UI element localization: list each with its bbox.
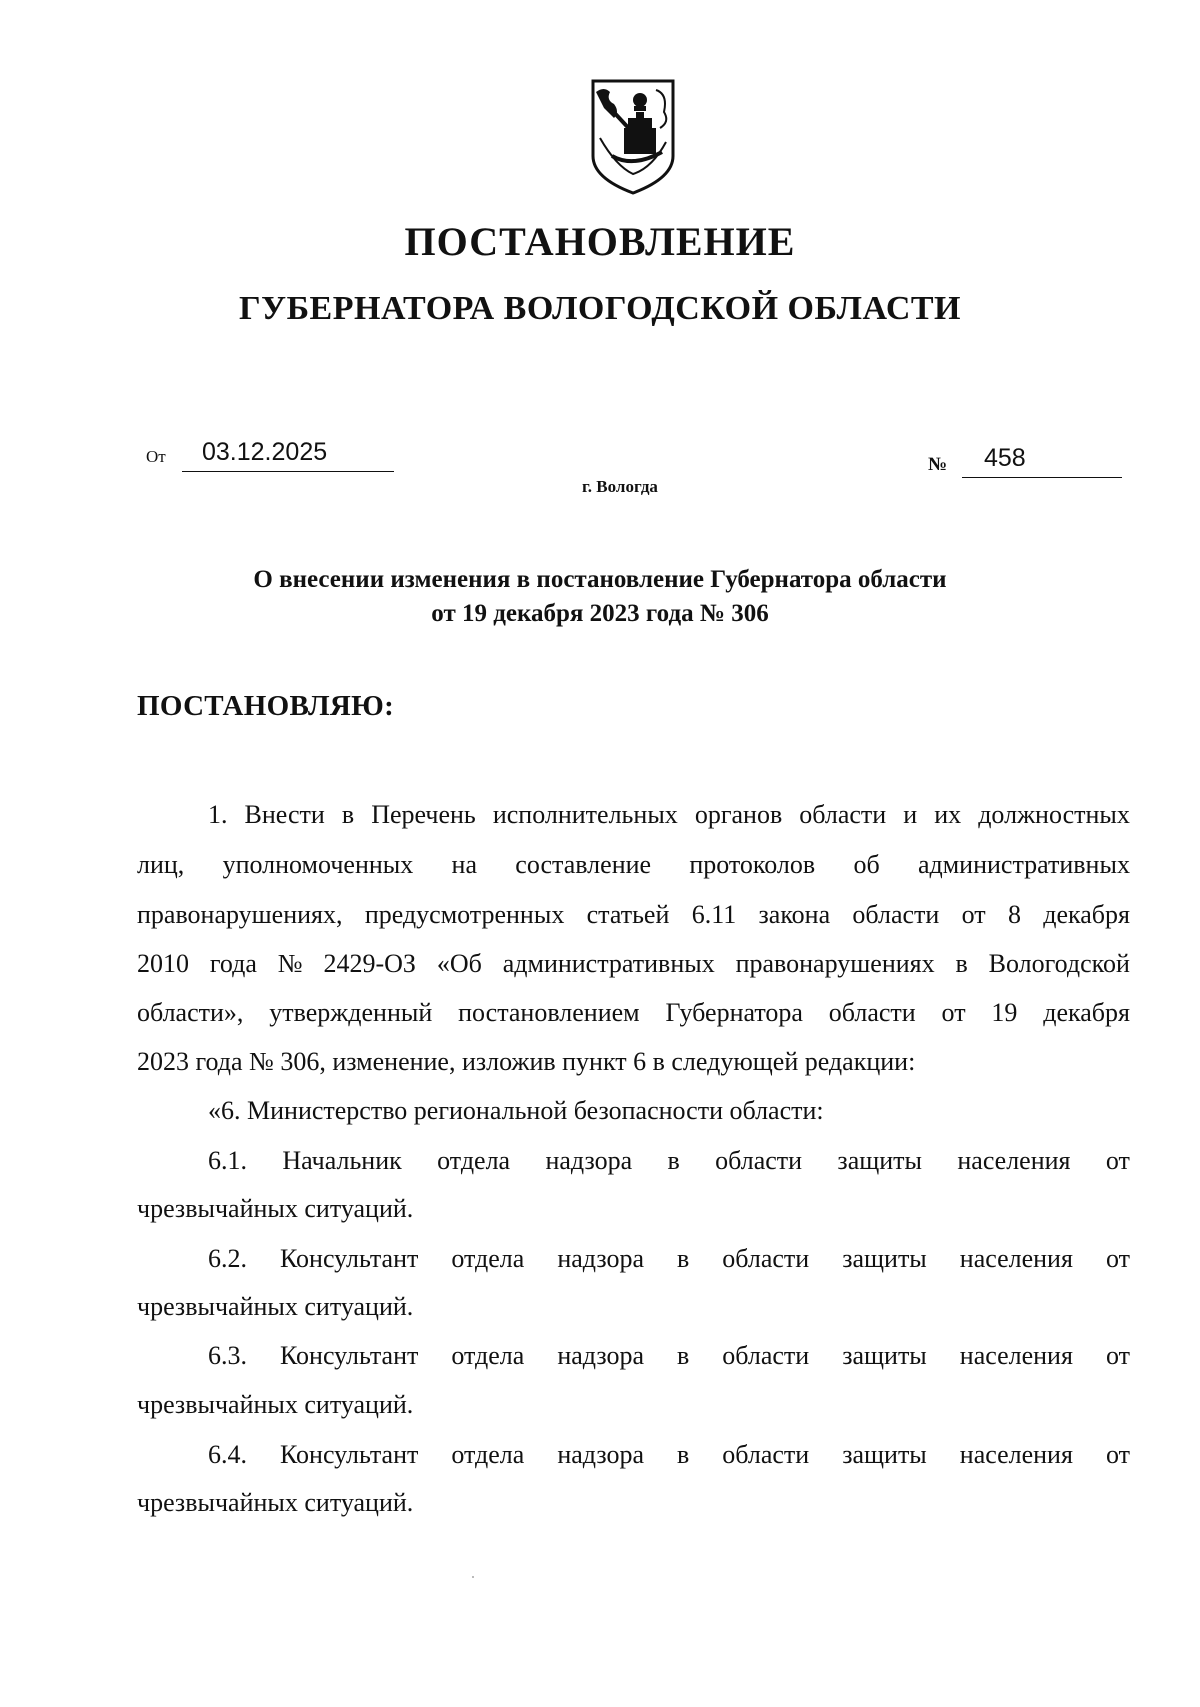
word: в (677, 1244, 690, 1273)
document-title: ПОСТАНОВЛЕНИЕ (404, 219, 796, 264)
item-6-2-line-1 (208, 1244, 1130, 1274)
decree-heading: ПОСТАНОВЛЯЮ: (137, 690, 395, 722)
word: 6.4. (208, 1440, 247, 1469)
item-6-1-line-1 (208, 1146, 1130, 1176)
word: протоколов (689, 850, 816, 879)
word: № (277, 949, 303, 978)
item-6-2-line-2: чрезвычайных ситуаций. (137, 1292, 414, 1321)
word: Перечень (371, 800, 476, 829)
number-prefix: № (928, 454, 948, 475)
word: органов (694, 800, 783, 829)
word: защиты (842, 1244, 927, 1273)
word: защиты (837, 1146, 922, 1175)
word: правонарушениях (735, 949, 935, 978)
word: населения (959, 1341, 1073, 1370)
word: Консультант (280, 1244, 419, 1273)
word: предусмотренных (364, 900, 565, 929)
word: 19 (991, 998, 1018, 1027)
word: Вологодской (988, 949, 1130, 978)
word: уполномоченных (222, 850, 414, 879)
word: области (722, 1440, 810, 1469)
word: Консультант (280, 1341, 419, 1370)
word: защиты (842, 1440, 927, 1469)
word: 6.1. (208, 1146, 247, 1175)
document-number: 458 (962, 442, 1122, 478)
word: их (934, 800, 962, 829)
word: административных (917, 850, 1130, 879)
word: населения (957, 1146, 1071, 1175)
word: от (1105, 1341, 1130, 1370)
word: области (852, 900, 940, 929)
word: 8 (1007, 900, 1021, 929)
word: надзора (557, 1244, 644, 1273)
word: в (955, 949, 968, 978)
word: от (1105, 1146, 1130, 1175)
word: населения (959, 1244, 1073, 1273)
word: декабря (1043, 900, 1130, 929)
item-6-1-line-2: чрезвычайных ситуаций. (137, 1194, 414, 1223)
word: Начальник (282, 1146, 402, 1175)
word: отдела (437, 1146, 511, 1175)
scan-artifact (472, 1576, 474, 1578)
city-label: г. Вологда (582, 477, 658, 496)
word: отдела (451, 1341, 525, 1370)
item-6-4-line-1 (208, 1440, 1130, 1470)
word: лиц, (137, 850, 185, 879)
word: 6.2. (208, 1244, 247, 1273)
word: в (677, 1440, 690, 1469)
word: населения (959, 1440, 1073, 1469)
word: в (341, 800, 355, 829)
word: правонарушениях, (137, 900, 343, 929)
word: 6.3. (208, 1341, 247, 1370)
subject-line-2: от 19 декабря 2023 года № 306 (431, 600, 769, 627)
item-6-3-line-2: чрезвычайных ситуаций. (137, 1390, 414, 1419)
word: от (941, 998, 966, 1027)
paragraph-1-line-2 (137, 850, 1130, 880)
word: Консультант (280, 1440, 419, 1469)
word: об (853, 850, 880, 879)
paragraph-1-line-6: 2023 года № 306, изменение, изложив пункт 6 в следующей редакции: (137, 1047, 916, 1076)
word: в (677, 1341, 690, 1370)
word: «Об (436, 949, 482, 978)
word: составление (515, 850, 652, 879)
date-prefix: От (146, 447, 166, 466)
word: области (799, 800, 887, 829)
word: административных (502, 949, 715, 978)
word: области (715, 1146, 803, 1175)
word: 6.11 (691, 900, 737, 929)
word: надзора (557, 1440, 644, 1469)
word: 2010 (137, 949, 189, 978)
word: надзора (545, 1146, 633, 1175)
word: года (209, 949, 257, 978)
paragraph-1-line-4 (137, 949, 1130, 979)
word: отдела (451, 1440, 525, 1469)
word: и (903, 800, 918, 829)
word: исполнительных (492, 800, 678, 829)
word: закона (758, 900, 831, 929)
word: должностных (978, 800, 1130, 829)
word: области», (137, 998, 244, 1027)
item-6-4-line-2: чрезвычайных ситуаций. (137, 1488, 414, 1517)
word: Губернатора (665, 998, 803, 1027)
paragraph-1-line-1 (208, 800, 1130, 830)
word: от (1105, 1244, 1130, 1273)
word: от (961, 900, 986, 929)
word: статьей (586, 900, 670, 929)
word: утвержденный (269, 998, 433, 1027)
word: постановлением (458, 998, 640, 1027)
coat-of-arms-icon (590, 78, 676, 196)
word: в (667, 1146, 680, 1175)
word: декабря (1043, 998, 1130, 1027)
item-6-3-line-1 (208, 1341, 1130, 1371)
document-date: 03.12.2025 (182, 436, 394, 472)
word: области (722, 1341, 810, 1370)
word: защиты (842, 1341, 927, 1370)
word: области (722, 1244, 810, 1273)
document-subtitle: ГУБЕРНАТОРА ВОЛОГОДСКОЙ ОБЛАСТИ (238, 290, 961, 327)
word: 1. (208, 800, 228, 829)
word: на (451, 850, 478, 879)
paragraph-1-line-5 (137, 998, 1130, 1028)
word: Внести (244, 800, 325, 829)
word: от (1105, 1440, 1130, 1469)
word: надзора (557, 1341, 644, 1370)
word: 2429-ОЗ (323, 949, 416, 978)
paragraph-1-line-3 (137, 900, 1130, 930)
word: отдела (451, 1244, 525, 1273)
subject-line-1: О внесении изменения в постановление Губернатора области (253, 566, 947, 593)
word: области (828, 998, 916, 1027)
paragraph-2: «6. Министерство региональной безопасности области: (208, 1096, 824, 1125)
